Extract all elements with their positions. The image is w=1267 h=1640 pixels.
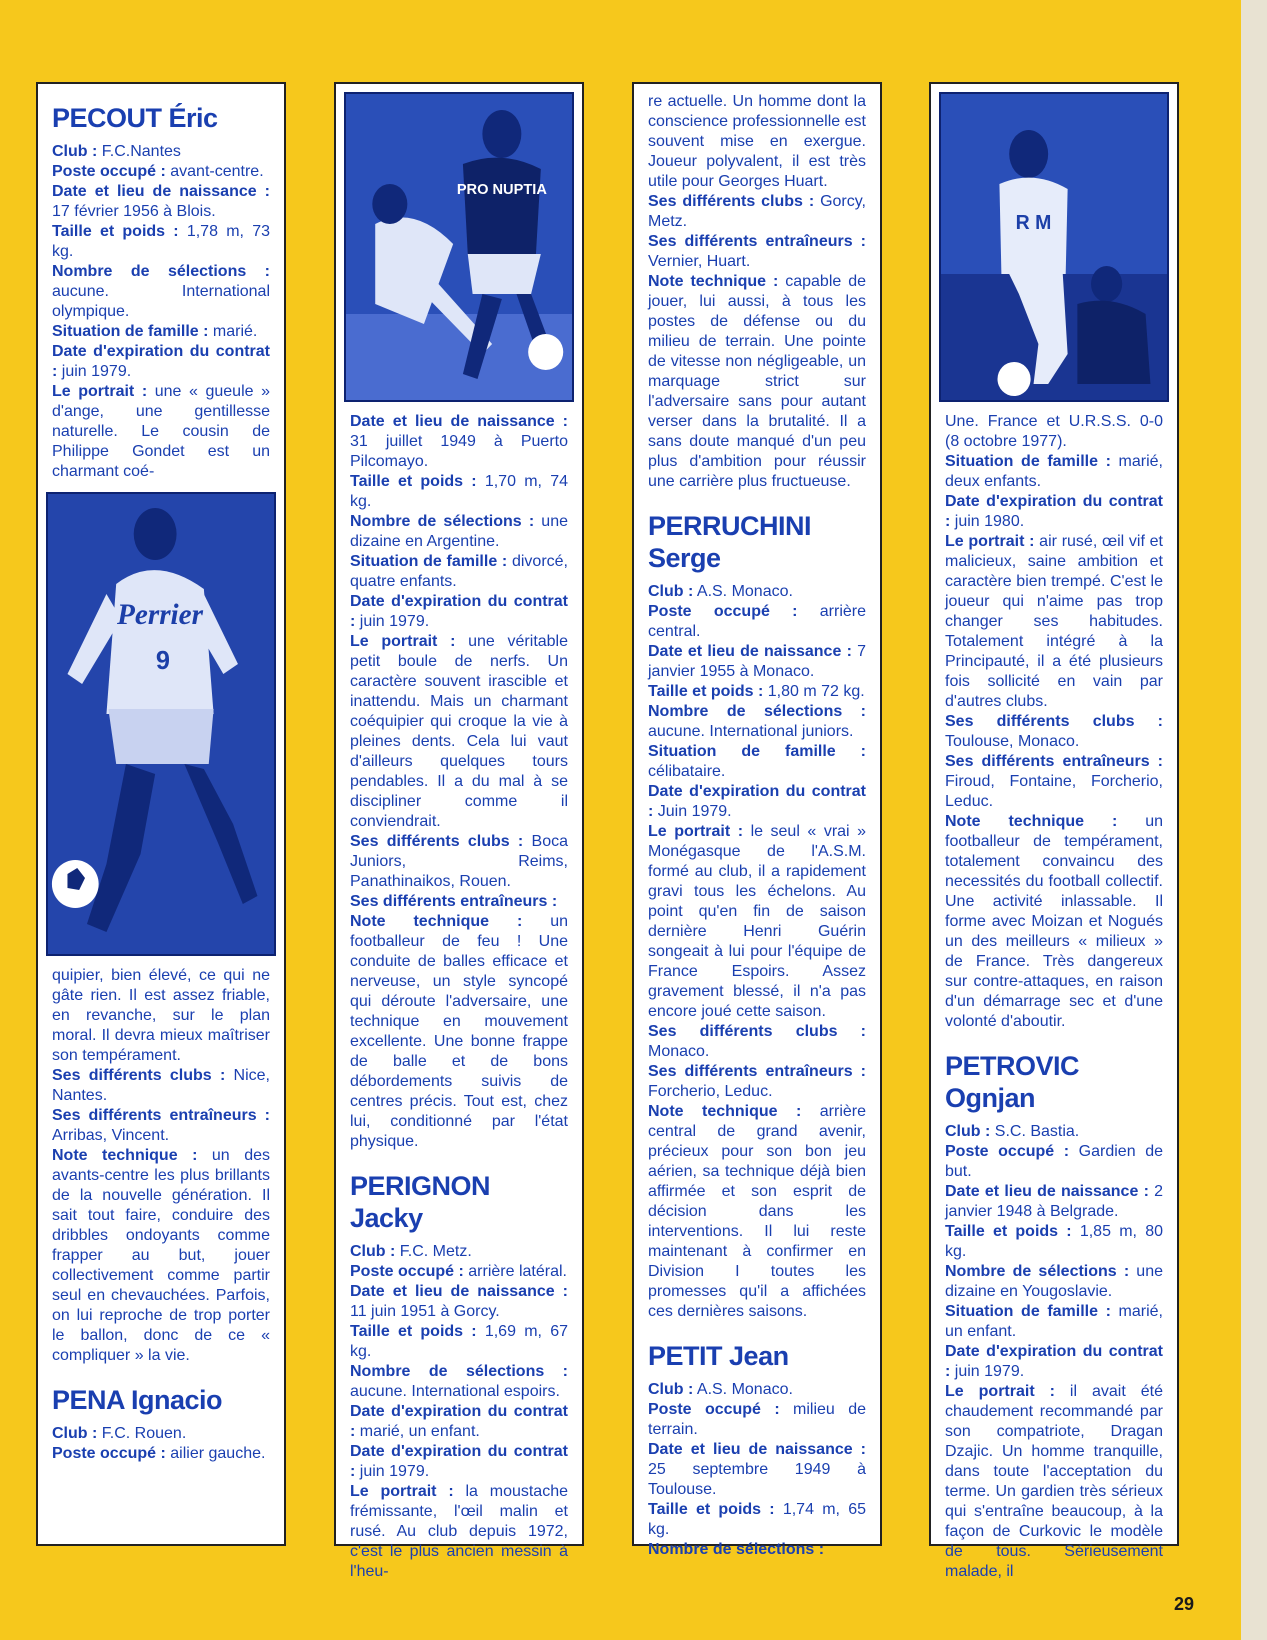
bio-entry: [52, 162, 270, 182]
bio-entry: [350, 1282, 568, 1322]
player-name-petrovic: PETROVIC Ognjan: [945, 1051, 1080, 1113]
bio-entry: [648, 1440, 866, 1500]
bio-text: 1,85 m, 80 kg.: [945, 1223, 1163, 1260]
bio-text: Boca Juniors, Reims, Panathinaikos, Rouen.: [350, 833, 568, 890]
bio-entry: [648, 742, 866, 782]
bio-label: Poste occupé :: [52, 1445, 166, 1462]
bio-text: juin 1980.: [950, 513, 1025, 530]
bio-text: A.S. Monaco.: [693, 583, 793, 600]
bio-text: juin 1979.: [355, 1463, 430, 1480]
bio-label: Poste occupé :: [52, 163, 166, 180]
photo-petit: [939, 92, 1169, 402]
bio-entry: [945, 1182, 1163, 1222]
bio-label: Poste occupé :: [648, 603, 798, 620]
bio-entry: [648, 702, 866, 742]
bio-text: Vernier, Huart.: [648, 253, 751, 270]
bio-label: Date et lieu de naissance :: [350, 1283, 568, 1300]
bio-entry: [350, 912, 568, 1152]
bio-label: Ses différents clubs :: [648, 1023, 866, 1040]
bio-label: Date et lieu de naissance :: [350, 413, 568, 430]
bio-text: milieu de terrain.: [648, 1401, 866, 1438]
bio-label: Taille et poids :: [945, 1223, 1072, 1240]
player-name-pena: PENA Ignacio: [52, 1385, 223, 1415]
bio-entry: [945, 812, 1163, 1032]
photo-pecout: [46, 492, 276, 956]
bio-label: Date d'expiration du contrat :: [945, 493, 1163, 530]
perruchini-bio: [648, 582, 866, 1322]
bio-label: Taille et poids :: [52, 223, 179, 240]
bio-label: Club :: [52, 143, 98, 160]
bio-entry: [648, 1540, 866, 1560]
bio-text: arrière central de grand avenir, précieux pour son bon jeu aérien, sa technique déjà bien affirmée et son esprit de décision dans les interventions. Il lui reste maintenant à confirmer en Division I toutes les promesses qu'il a affichées ces dernières saisons.: [648, 1103, 866, 1320]
bio-label: Note technique :: [648, 1103, 802, 1120]
bio-entry: [350, 1242, 568, 1262]
bio-text: 1,70 m, 74 kg.: [350, 473, 568, 510]
bio-entry: [945, 412, 1163, 452]
bio-entry: [350, 1262, 568, 1282]
bio-entry: [52, 966, 270, 1066]
bio-label: Ses différents entraîneurs :: [648, 233, 866, 250]
bio-entry: [945, 1222, 1163, 1262]
bio-label: Poste occupé :: [350, 1263, 464, 1280]
player-name-perruchini: PERRUCHINI Serge: [648, 511, 812, 573]
bio-entry: [52, 342, 270, 382]
bio-label: Date d'expiration du contrat :: [52, 343, 270, 380]
bio-entry: [945, 492, 1163, 532]
bio-text: marié, un enfant.: [355, 1423, 480, 1440]
bio-entry: [648, 1400, 866, 1440]
bio-text: air rusé, œil vif et malicieux, saine ambition et caractère bien trempé. C'est le joueur qui n'aime pas trop changer ses habitudes. Totalement intégré à la Principauté, il a été plusieurs fois sollicité en vain par d'autres clubs.: [945, 533, 1163, 710]
petit-bio-continued: [945, 412, 1163, 1032]
bio-entry: [648, 1022, 866, 1062]
bio-label: Le portrait :: [350, 633, 456, 650]
bio-label: Ses différents clubs :: [350, 833, 524, 850]
bio-text: F.C. Metz.: [395, 1243, 472, 1260]
bio-label: Ses différents clubs :: [648, 193, 815, 210]
player-photo-icon: [346, 94, 572, 400]
bio-label: Ses différents entraîneurs :: [350, 893, 558, 910]
bio-entry: [648, 1500, 866, 1540]
bio-entry: [945, 532, 1163, 712]
bio-entry: [648, 1380, 866, 1400]
bio-entry: [52, 1106, 270, 1146]
bio-text: Nice, Nantes.: [52, 1067, 270, 1104]
bio-text: Arribas, Vincent.: [52, 1127, 170, 1144]
bio-text: A.S. Monaco.: [693, 1381, 793, 1398]
bio-entry: [52, 382, 270, 482]
bio-text: juin 1979.: [355, 613, 430, 630]
bio-entry: [350, 1442, 568, 1482]
bio-text: une dizaine en Yougoslavie.: [945, 1263, 1163, 1300]
bio-text: Gardien de but.: [945, 1143, 1163, 1180]
bio-entry: [648, 782, 866, 822]
bio-label: Poste occupé :: [648, 1401, 780, 1418]
bio-label: Ses différents entraîneurs :: [648, 1063, 866, 1080]
bio-text: un footballeur de tempérament, totalement convaincu des necessités du football collectif. Une activité inlassable. Il forme avec Moizan et Nogués un des meilleurs « milieux » de France. Très dangereux sur contre-attaques, en raison d'un démarrage sec et d'une volonté d'aboutir.: [945, 813, 1163, 1030]
column-3: [632, 82, 882, 1558]
page-edge: [1241, 0, 1267, 1640]
shirt-number: 9: [155, 646, 170, 676]
bio-text: Firoud, Fontaine, Forcherio, Leduc.: [945, 773, 1163, 810]
bio-label: Le portrait :: [945, 533, 1035, 550]
bio-entry: [52, 142, 270, 162]
shirt-text: R M: [1015, 211, 1052, 235]
bio-text: 17 février 1956 à Blois.: [52, 203, 216, 220]
petit-bio: [648, 1380, 866, 1560]
bio-entry: [350, 1362, 568, 1402]
bio-text: Gorcy, Metz.: [648, 193, 866, 230]
bio-label: Ses différents entraîneurs :: [52, 1107, 270, 1124]
perignon-bio: [350, 1242, 568, 1582]
bio-entry: [648, 682, 866, 702]
bio-label: Club :: [648, 1381, 694, 1398]
bio-label: Ses différents clubs :: [945, 713, 1163, 730]
bio-text: Juin 1979.: [653, 803, 732, 820]
bio-entry: [648, 92, 866, 192]
bio-text: avant-centre.: [165, 163, 264, 180]
bio-label: Le portrait :: [350, 1483, 454, 1500]
bio-text: F.C. Rouen.: [97, 1425, 187, 1442]
bio-text: 1,74 m, 65 kg.: [648, 1501, 866, 1538]
bio-text: le seul « vrai » Monégasque de l'A.S.M. formé au club, il a rapidement gravi tous les échelons. Au point qu'en fin de saison dernière Henri Guérin songeait à lui pour l'équipe de France Espoirs. Assez gravement blessé, il n'a pas encore joué cette saison.: [648, 823, 867, 1020]
bio-entry: [945, 1262, 1163, 1302]
bio-label: Poste occupé :: [945, 1143, 1070, 1160]
bio-label: Situation de famille :: [945, 453, 1111, 470]
pecout-bio: [52, 142, 270, 482]
player-photo-icon: [48, 494, 274, 954]
bio-label: Club :: [648, 583, 694, 600]
bio-label: Date et lieu de naissance :: [52, 183, 270, 200]
bio-label: Date d'expiration du contrat :: [350, 1443, 568, 1480]
photo-pena: [344, 92, 574, 402]
bio-entry: [945, 1122, 1163, 1142]
bio-text: 25 septembre 1949 à Toulouse.: [648, 1461, 866, 1498]
bio-text: un footballeur de feu ! Une conduite de balles efficace et nerveuse, un style syncopé qui déroute l'adversaire, une technique en mouvement excellente. Une bonne frappe de balle et de bons débordements suivis de centres précis. Tout est, chez lui, conditionné par l'état physique.: [350, 913, 568, 1150]
bio-entry: [350, 512, 568, 552]
bio-label: Date d'expiration du contrat :: [648, 783, 866, 820]
bio-entry: [350, 552, 568, 592]
bio-label: Club :: [945, 1123, 991, 1140]
bio-entry: [945, 452, 1163, 492]
bio-entry: [648, 192, 866, 232]
bio-label: Situation de famille :: [945, 1303, 1111, 1320]
bio-text: la moustache frémissante, l'œil malin et rusé. Au club depuis 1972, c'est le plus ancien messin à l'heu-: [350, 1483, 568, 1580]
bio-label: Ses différents entraîneurs :: [945, 753, 1163, 770]
bio-entry: [350, 632, 568, 832]
pena-bio: [52, 1424, 270, 1464]
bio-label: Note technique :: [350, 913, 523, 930]
player-name-petit: PETIT Jean: [648, 1341, 789, 1371]
bio-text: 1,78 m, 73 kg.: [52, 223, 270, 260]
bio-text: Forcherio, Leduc.: [648, 1083, 773, 1100]
bio-label: Taille et poids :: [350, 1323, 477, 1340]
bio-label: Date et lieu de naissance :: [945, 1183, 1149, 1200]
bio-label: Taille et poids :: [648, 683, 764, 700]
bio-text: Monaco.: [648, 1043, 710, 1060]
bio-text: re actuelle. Un homme dont la conscience professionnelle est souvent mise en exergue. Joueur polyvalent, il est très utile pour Georges Huart.: [648, 93, 866, 190]
column-2: [334, 82, 584, 1580]
bio-entry: [350, 412, 568, 472]
bio-label: Le portrait :: [945, 1383, 1055, 1400]
bio-text: une dizaine en Argentine.: [350, 513, 568, 550]
bio-text: quipier, bien élevé, ce qui ne gâte rien. Il est assez friable, en revanche, sur le plan moral. Il devra mieux maîtriser son tempérament.: [52, 967, 270, 1064]
shirt-text: PRO NUPTIA: [456, 181, 547, 199]
pena-bio-continued: [350, 412, 568, 1152]
bio-label: Note technique :: [945, 813, 1118, 830]
bio-label: Date d'expiration du contrat :: [350, 593, 568, 630]
bio-label: Ses différents clubs :: [52, 1067, 226, 1084]
bio-entry: [52, 1146, 270, 1366]
bio-text: il avait été chaudement recommandé par son compatriote, Dragan Dzajic. Un homme tranquille, dans toute l'acceptation du terme. Un gardien très sérieux qui s'entraîne beaucoup, à la façon de Curkovic le modèle de tous. Sérieusement malade, il: [945, 1383, 1164, 1580]
bio-entry: [52, 1444, 270, 1464]
bio-text: aucune. International olympique.: [52, 283, 270, 320]
bio-label: Nombre de sélections :: [350, 513, 535, 530]
bio-label: Date et lieu de naissance :: [648, 643, 852, 660]
player-photo-icon: [941, 94, 1167, 400]
bio-text: marié, deux enfants.: [945, 453, 1163, 490]
bio-label: Taille et poids :: [350, 473, 477, 490]
bio-entry: [648, 1102, 866, 1322]
bio-label: Taille et poids :: [648, 1501, 775, 1518]
bio-label: Nombre de sélections :: [350, 1363, 568, 1380]
bio-entry: [350, 1482, 568, 1582]
bio-entry: [945, 752, 1163, 812]
bio-entry: [52, 322, 270, 342]
bio-text: ailier gauche.: [165, 1445, 266, 1462]
shirt-text: Perrier: [117, 598, 204, 632]
bio-label: Le portrait :: [52, 383, 148, 400]
bio-text: 1,69 m, 67 kg.: [350, 1323, 568, 1360]
bio-entry: [648, 602, 866, 642]
bio-entry: [350, 592, 568, 632]
bio-text: 31 juillet 1949 à Puerto Pilcomayo.: [350, 433, 568, 470]
bio-entry: [648, 642, 866, 682]
bio-label: Situation de famille :: [52, 323, 209, 340]
bio-text: divorcé, quatre enfants.: [350, 553, 568, 590]
bio-text: célibataire.: [648, 763, 726, 780]
bio-label: Club :: [52, 1425, 98, 1442]
page-number: 29: [1174, 1594, 1195, 1614]
bio-label: Nombre de sélections :: [648, 1541, 825, 1558]
bio-entry: [945, 1302, 1163, 1342]
bio-entry: [350, 472, 568, 512]
bio-entry: [350, 1402, 568, 1442]
player-name-pecout: PECOUT Éric: [52, 103, 218, 133]
bio-text: arrière central.: [648, 603, 866, 640]
bio-entry: [945, 712, 1163, 752]
bio-text: marié, un enfant.: [945, 1303, 1163, 1340]
bio-text: arrière latéral.: [463, 1263, 567, 1280]
bio-text: marié.: [208, 323, 258, 340]
bio-entry: [648, 272, 866, 492]
bio-label: Note technique :: [52, 1147, 198, 1164]
bio-text: Une. France et U.R.S.S. 0-0 (8 octobre 1977).: [945, 413, 1163, 450]
bio-text: 7 janvier 1955 à Monaco.: [648, 643, 867, 680]
bio-entry: [350, 1322, 568, 1362]
bio-entry: [52, 1066, 270, 1106]
bio-entry: [945, 1382, 1163, 1582]
bio-text: F.C.Nantes: [97, 143, 181, 160]
bio-entry: [350, 892, 568, 912]
bio-entry: [648, 822, 866, 1022]
bio-text: juin 1979.: [57, 363, 132, 380]
perignon-bio-continued: [648, 92, 866, 492]
bio-text: un des avants-centre les plus brillants de la nouvelle génération. Il sait tout faire, conduire des dribbles ondoyants comme frapper au but, jouer collectivement comme partir seul en chevauchées. Parfois, on lui reproche de trop porter le ballon, donc de ce « compliquer » la vie.: [52, 1147, 270, 1364]
bio-text: une véritable petit boule de nerfs. Un caractère souvent irascible et inattendu. Mais un charmant coéquipier qui croque la vie à pleines dents. Cela lui vaut d'ailleurs quelques tours pendables. Il a du mal à se discipliner comme il conviendrait.: [350, 633, 569, 830]
bio-label: Nombre de sélections :: [945, 1263, 1130, 1280]
bio-entry: [52, 182, 270, 222]
bio-text: 1,80 m 72 kg.: [763, 683, 865, 700]
bio-entry: [945, 1342, 1163, 1382]
bio-entry: [350, 832, 568, 892]
bio-label: Club :: [350, 1243, 396, 1260]
bio-text: capable de jouer, lui aussi, à tous les postes de défense ou du milieu de terrain. Une pointe de vitesse non négligeable, un marquage strict sur l'adversaire sans pour autant verser dans la brutalité. Il a sans doute manqué d'un peu plus d'ambition pour réussir une carrière plus fructueuse.: [648, 273, 866, 490]
bio-label: Date et lieu de naissance :: [648, 1441, 866, 1458]
bio-text: S.C. Bastia.: [990, 1123, 1080, 1140]
bio-entry: [648, 582, 866, 602]
bio-entry: [945, 1142, 1163, 1182]
bio-entry: [648, 232, 866, 272]
bio-label: Nombre de sélections :: [52, 263, 270, 280]
bio-text: Toulouse, Monaco.: [945, 733, 1080, 750]
bio-entry: [648, 1062, 866, 1102]
petrovic-bio: [945, 1122, 1163, 1582]
bio-label: Date d'expiration du contrat :: [945, 1343, 1163, 1380]
bio-label: Le portrait :: [648, 823, 744, 840]
pecout-bio-continued: [52, 966, 270, 1366]
bio-text: aucune. International espoirs.: [350, 1383, 560, 1400]
column-1: [36, 82, 286, 1546]
bio-text: juin 1979.: [950, 1363, 1025, 1380]
bio-entry: [52, 262, 270, 322]
column-4: [929, 82, 1179, 1580]
bio-entry: [52, 222, 270, 262]
bio-text: 2 janvier 1948 à Belgrade.: [945, 1183, 1164, 1220]
bio-label: Note technique :: [648, 273, 779, 290]
player-name-perignon: PERIGNON Jacky: [350, 1171, 491, 1233]
bio-label: Nombre de sélections :: [648, 703, 866, 720]
bio-label: Date d'expiration du contrat :: [350, 1403, 568, 1440]
bio-text: une « gueule » d'ange, une gentillesse naturelle. Le cousin de Philippe Gondet est un charmant coé-: [52, 383, 270, 480]
bio-text: aucune. International juniors.: [648, 723, 854, 740]
bio-entry: [52, 1424, 270, 1444]
bio-label: Situation de famille :: [350, 553, 508, 570]
bio-label: Situation de famille :: [648, 743, 866, 760]
bio-text: 11 juin 1951 à Gorcy.: [350, 1303, 500, 1320]
